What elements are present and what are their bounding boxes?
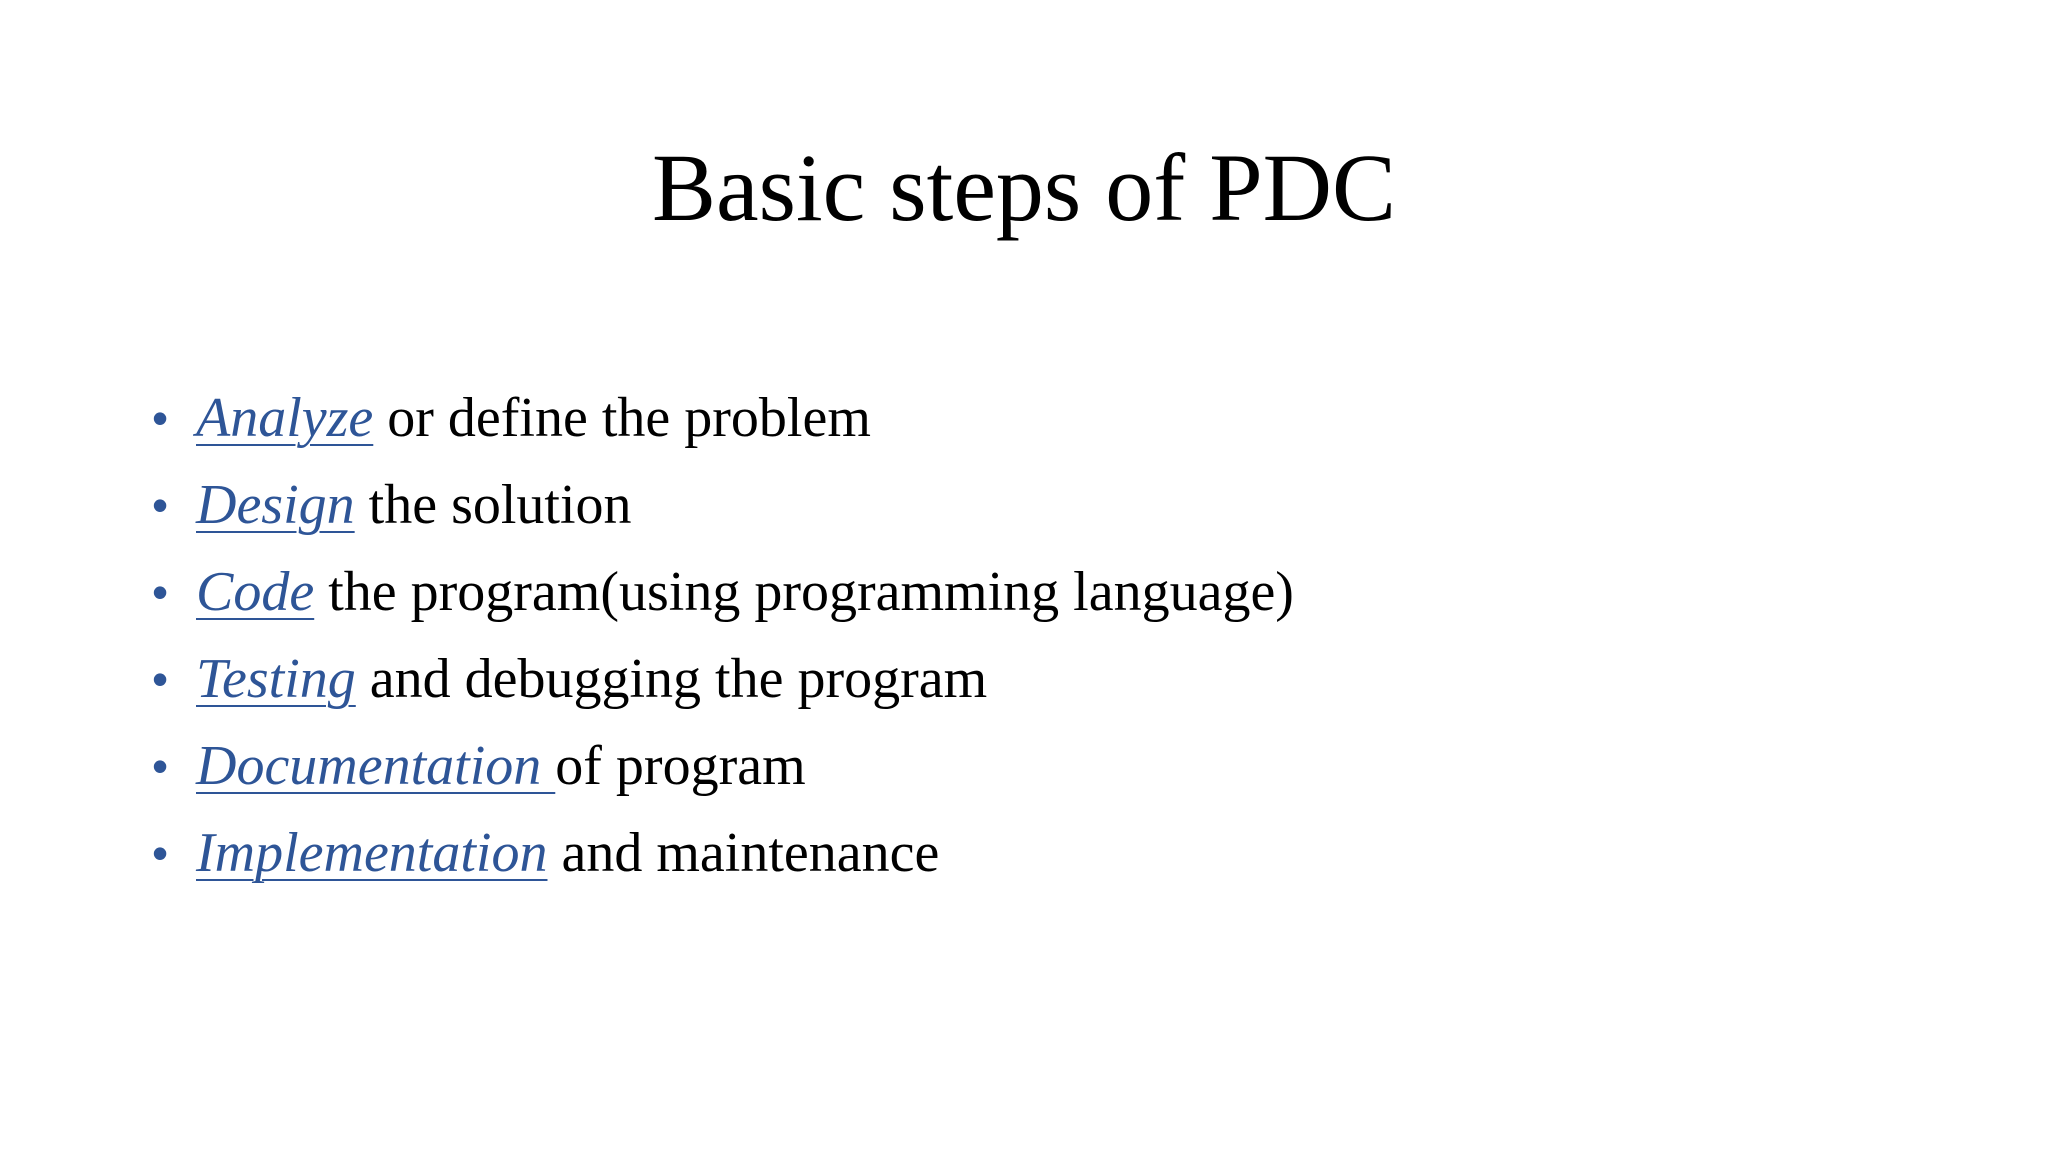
bullet-icon: • <box>152 740 169 792</box>
list-item <box>152 643 1294 730</box>
list-item-text: the program(using programming language) <box>314 561 1294 623</box>
hyperlink-code[interactable]: Code <box>196 561 315 623</box>
list-item-text: and debugging the program <box>355 648 988 710</box>
list-item <box>152 817 1294 904</box>
list-item-text: of program <box>555 735 806 797</box>
hyperlink-design[interactable]: Design <box>196 474 355 536</box>
bullet-icon: • <box>152 392 169 444</box>
bullet-icon: • <box>152 479 169 531</box>
hyperlink-analyze[interactable]: Analyze <box>196 387 374 449</box>
list-item <box>152 556 1294 643</box>
hyperlink-documentation[interactable]: Documentation <box>196 735 556 797</box>
bullet-icon: • <box>152 827 169 879</box>
hyperlink-implementation[interactable]: Implementation <box>196 822 548 884</box>
list-item-text: the solution <box>354 474 632 536</box>
slide-title: Basic steps of PDC <box>652 134 1396 241</box>
bullet-icon: • <box>152 566 169 618</box>
list-item <box>152 382 1294 469</box>
bullet-icon: • <box>152 653 169 705</box>
list-item-text: or define the problem <box>373 387 871 449</box>
list-item <box>152 730 1294 817</box>
hyperlink-testing[interactable]: Testing <box>196 648 356 710</box>
list-item-text: and maintenance <box>547 822 940 884</box>
list-item <box>152 469 1294 556</box>
bullet-list <box>152 382 1294 904</box>
